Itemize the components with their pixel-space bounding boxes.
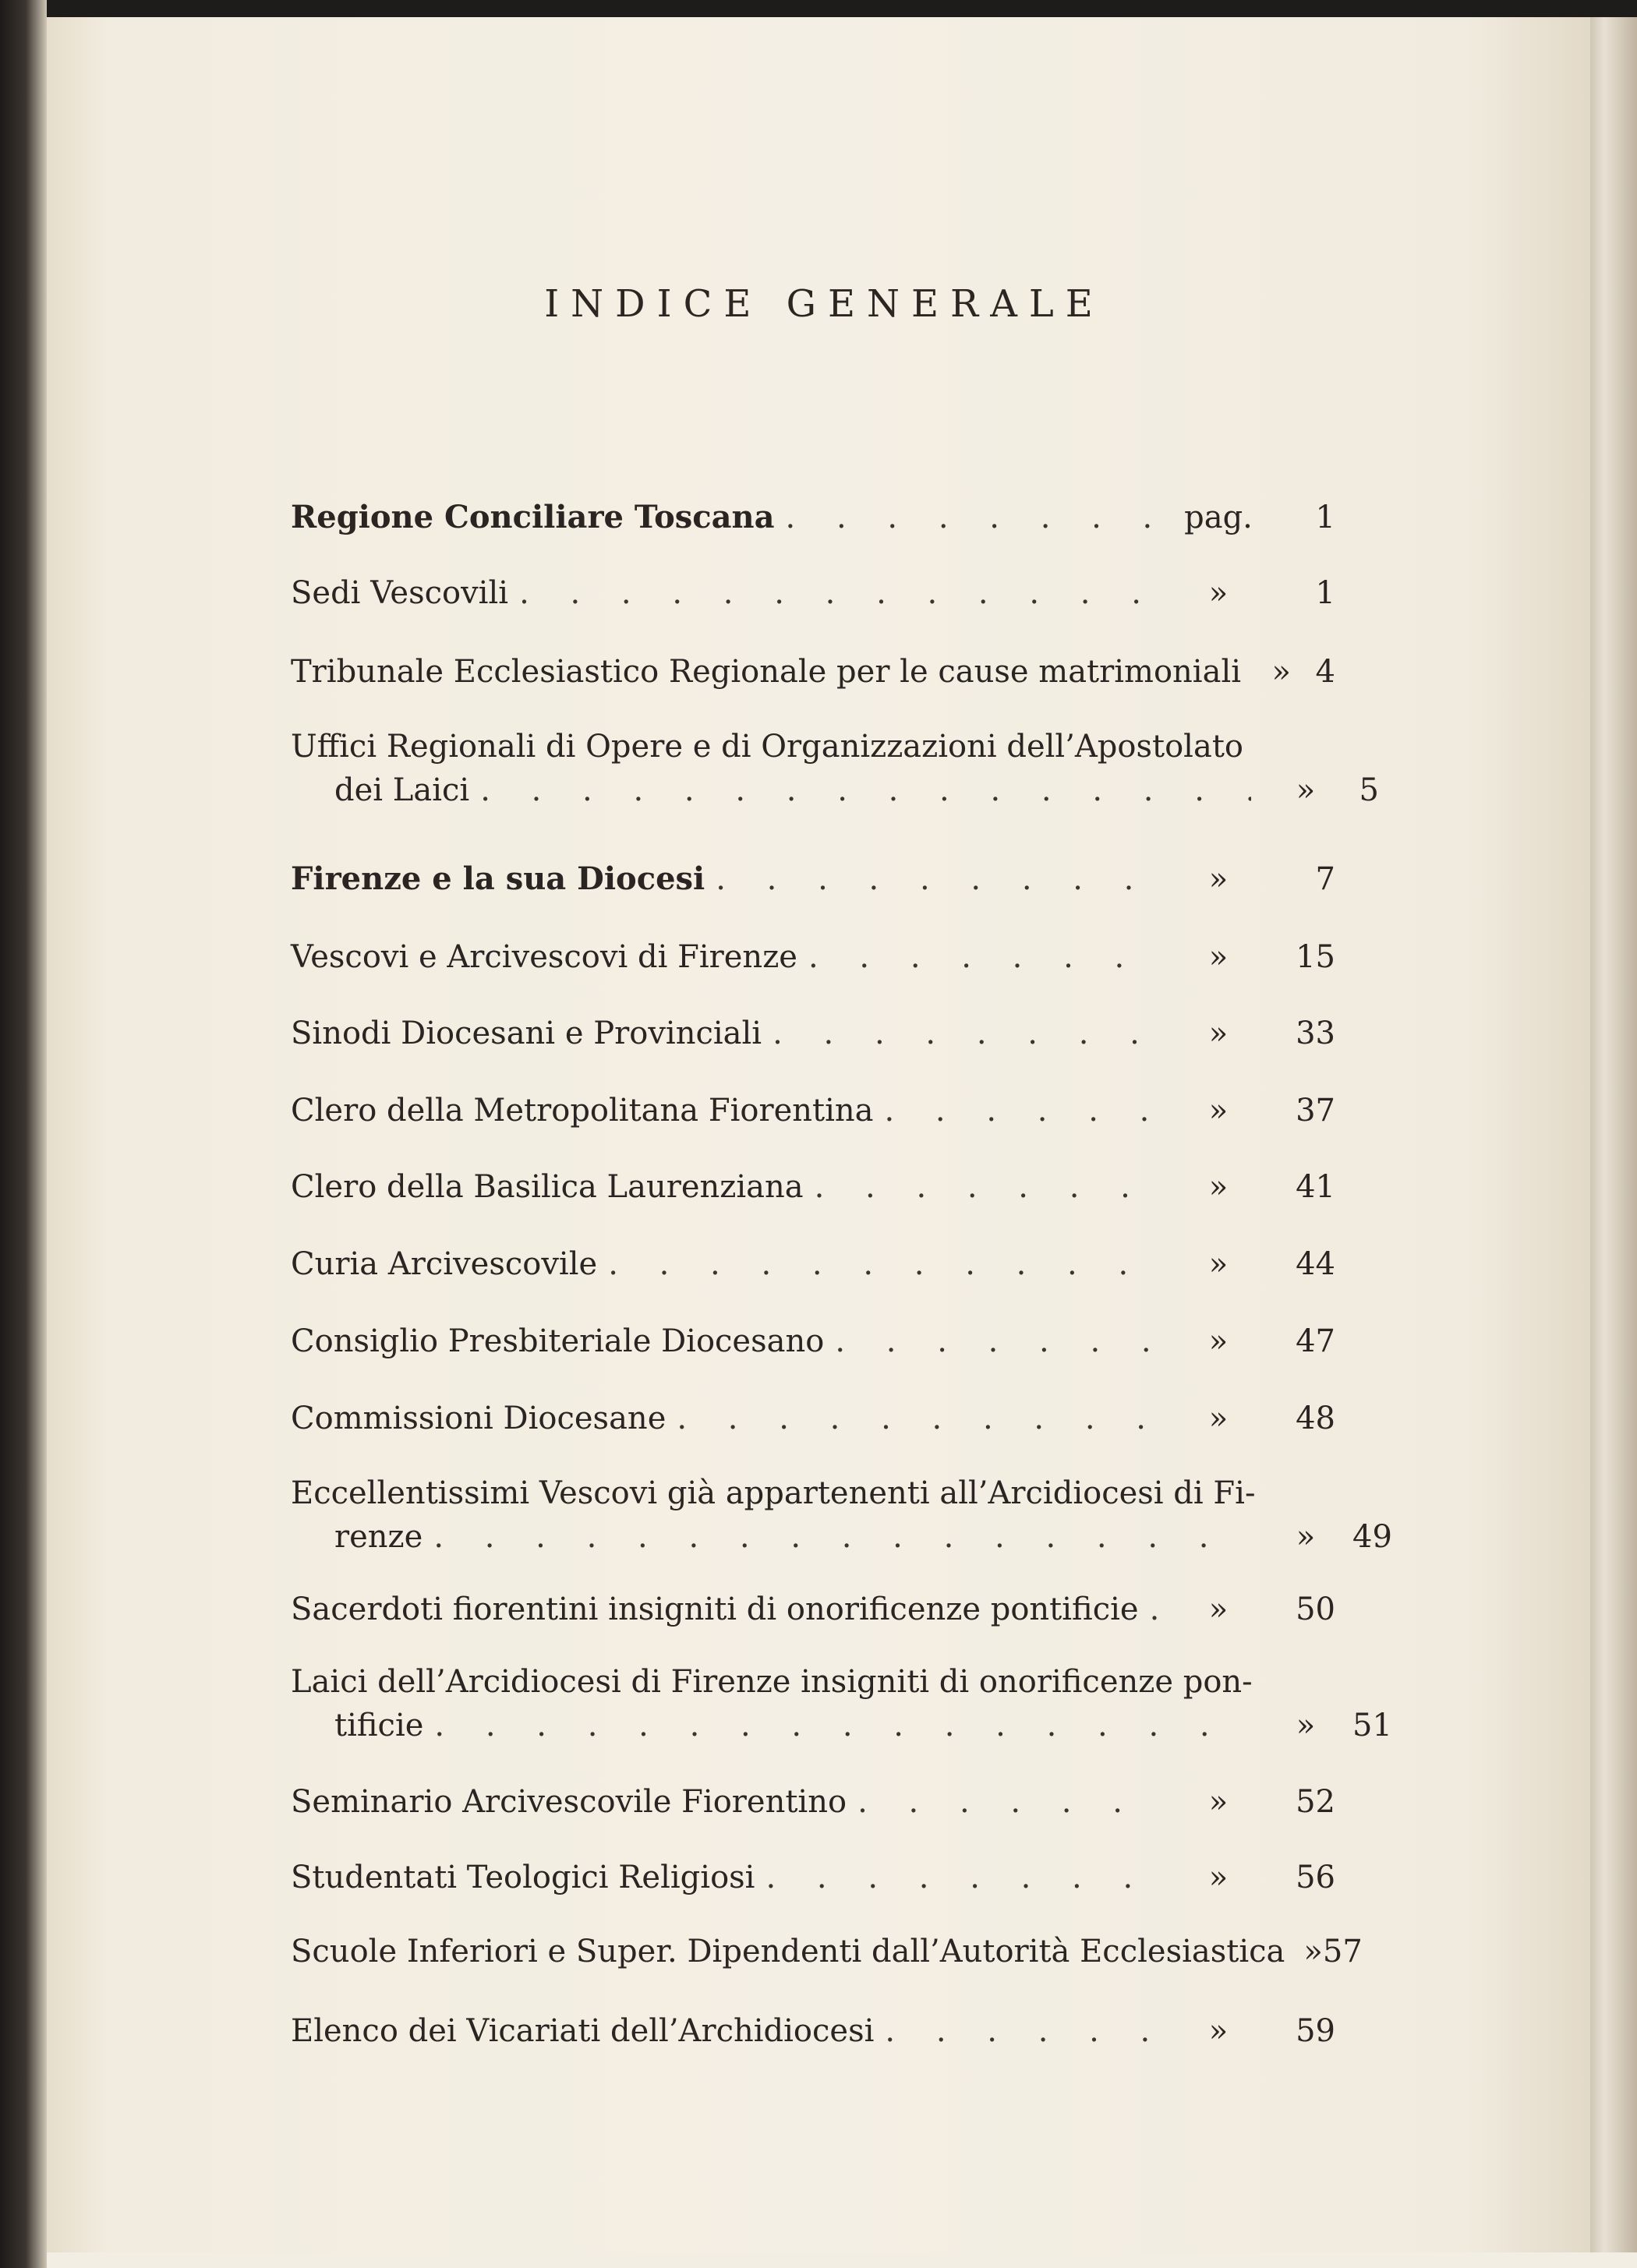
toc-entry-page: 52 (1296, 1784, 1335, 1820)
leader-dots (1139, 1588, 1164, 1631)
toc-entry (291, 650, 1335, 694)
toc-entry-prefix: » (1296, 1519, 1316, 1555)
toc-entry-prefix: » (1208, 1784, 1229, 1820)
toc-entry (291, 1397, 1335, 1440)
toc-entry-label: Uffici Regionali di Opere e di Organizzazioni dell’Apostolato (291, 729, 1243, 765)
toc-entry-label: Sedi Vescovili (291, 575, 509, 611)
toc-entry (291, 1165, 1335, 1209)
toc-entry-page: 41 (1296, 1169, 1335, 1205)
toc-entry (291, 1588, 1335, 1631)
toc-entry-page: 50 (1296, 1591, 1335, 1627)
toc-entry (291, 725, 1379, 812)
toc-entry (291, 1319, 1335, 1363)
toc-entry-page: 4 (1315, 654, 1335, 690)
toc-entry-prefix: » (1208, 939, 1229, 975)
leader-dots (1285, 1930, 1296, 1973)
leader-dots (874, 2009, 1164, 2053)
toc-entry-label: Clero della Metropolitana Fiorentina (291, 1093, 874, 1129)
leader-dots (755, 1856, 1164, 1899)
toc-entry-prefix: » (1208, 1093, 1229, 1129)
toc-entry (291, 1089, 1335, 1132)
leader-dots (469, 768, 1251, 812)
toc-entry-label: Seminario Arcivescovile Fiorentino (291, 1784, 847, 1820)
leader-dots (423, 1704, 1251, 1747)
toc-entry-page: 47 (1296, 1323, 1335, 1359)
toc-entry-label-continued: dei Laici (334, 772, 470, 808)
toc-entry-label: Clero della Basilica Laurenziana (291, 1169, 804, 1205)
leader-dots (705, 857, 1164, 901)
toc-entry-label: Commissioni Diocesane (291, 1401, 666, 1436)
toc-entry-label: Scuole Inferiori e Super. Dipendenti dall’Autorità Ecclesiastica (291, 1934, 1285, 1969)
toc-entry-page: 57 (1322, 1934, 1363, 1969)
toc-entry-prefix: » (1208, 1860, 1229, 1895)
toc-entry-label: Sinodi Diocesani e Provinciali (291, 1016, 762, 1051)
page-title: INDICE GENERALE (544, 282, 1105, 326)
toc-entry (291, 1856, 1335, 1899)
toc-entry-label: Consiglio Presbiteriale Diocesano (291, 1323, 825, 1359)
toc-entry-label: Firenze e la sua Diocesi (291, 860, 705, 897)
toc-entry (291, 1930, 1363, 1973)
toc-entry-prefix: » (1208, 1401, 1229, 1436)
toc-entry-prefix: » (1296, 772, 1316, 808)
toc-entry-page: 33 (1296, 1016, 1335, 1051)
toc-entry-page: 5 (1359, 772, 1379, 808)
toc-entry-prefix: » (1296, 1708, 1316, 1743)
toc-entry-page: 44 (1296, 1246, 1335, 1282)
toc-entry-page: 49 (1352, 1519, 1392, 1555)
toc-entry-page: 1 (1315, 575, 1335, 611)
toc-entry-prefix: » (1208, 861, 1229, 897)
toc-entry-prefix: » (1208, 1016, 1229, 1051)
toc-entry (291, 1660, 1392, 1747)
toc-entry-label: Sacerdoti fiorentini insigniti di onorificenze pontificie (291, 1591, 1139, 1627)
toc-entry (291, 571, 1335, 615)
toc-entry-prefix: » (1271, 654, 1291, 690)
toc-entry-label: Curia Arcivescovile (291, 1246, 598, 1282)
leader-dots (666, 1397, 1164, 1440)
toc-entry-page: 7 (1315, 861, 1335, 897)
toc-entry-prefix: » (1208, 1591, 1229, 1627)
toc-entry-label-continued: tificie (334, 1708, 424, 1743)
toc-entry (291, 857, 1335, 901)
toc-entry-prefix: » (1208, 1246, 1229, 1282)
toc-entry-label-continued: renze (334, 1519, 423, 1555)
leader-dots (775, 496, 1164, 539)
leader-dots (824, 1319, 1164, 1363)
toc-entry-label: Elenco dei Vicariati dell’Archidiocesi (291, 2013, 875, 2049)
leader-dots (874, 1089, 1165, 1132)
leader-dots (1241, 650, 1252, 694)
toc-entry (291, 1780, 1335, 1824)
toc-entry-label: Studentati Teologici Religiosi (291, 1860, 755, 1895)
toc-entry-page: 59 (1296, 2013, 1335, 2049)
leader-dots (804, 1165, 1164, 1209)
leader-dots (423, 1515, 1251, 1559)
toc-entry-prefix: » (1303, 1934, 1323, 1969)
leader-dots (797, 935, 1164, 979)
leader-dots (762, 1012, 1164, 1055)
toc-entry-page: 51 (1352, 1708, 1392, 1743)
toc-entry (291, 1012, 1335, 1055)
toc-entry-page: 56 (1296, 1860, 1335, 1895)
toc-entry-label: Tribunale Ecclesiastico Regionale per le cause matrimoniali (291, 654, 1242, 690)
toc-entry-label: Vescovi e Arcivescovi di Firenze (291, 939, 797, 975)
leader-dots (597, 1242, 1164, 1286)
toc-entry-prefix: » (1208, 575, 1229, 611)
toc-entry-prefix: » (1208, 1323, 1229, 1359)
toc-entry (291, 935, 1335, 979)
toc-entry (291, 1471, 1392, 1559)
toc-entry-label: Laici dell’Arcidiocesi di Firenze insigniti di onorificenze pon- (291, 1664, 1253, 1700)
toc-entry (291, 496, 1335, 539)
toc-entry-label: Regione Conciliare Toscana (291, 499, 775, 535)
toc-entry-page: 48 (1296, 1401, 1335, 1436)
leader-dots (508, 571, 1164, 615)
toc-entry-page: 37 (1296, 1093, 1335, 1129)
toc-entry (291, 2009, 1335, 2053)
toc-entry-page: 1 (1315, 500, 1335, 535)
toc-entry (291, 1242, 1335, 1286)
toc-entry-prefix: » (1208, 1169, 1229, 1205)
leader-dots (847, 1780, 1164, 1824)
toc-entry-prefix: pag. (1184, 500, 1253, 535)
toc-entry-label: Eccellentissimi Vescovi già appartenenti all’Arcidiocesi di Fi- (291, 1475, 1256, 1511)
toc-entry-prefix: » (1208, 2013, 1229, 2049)
toc-entry-page: 15 (1296, 939, 1335, 975)
